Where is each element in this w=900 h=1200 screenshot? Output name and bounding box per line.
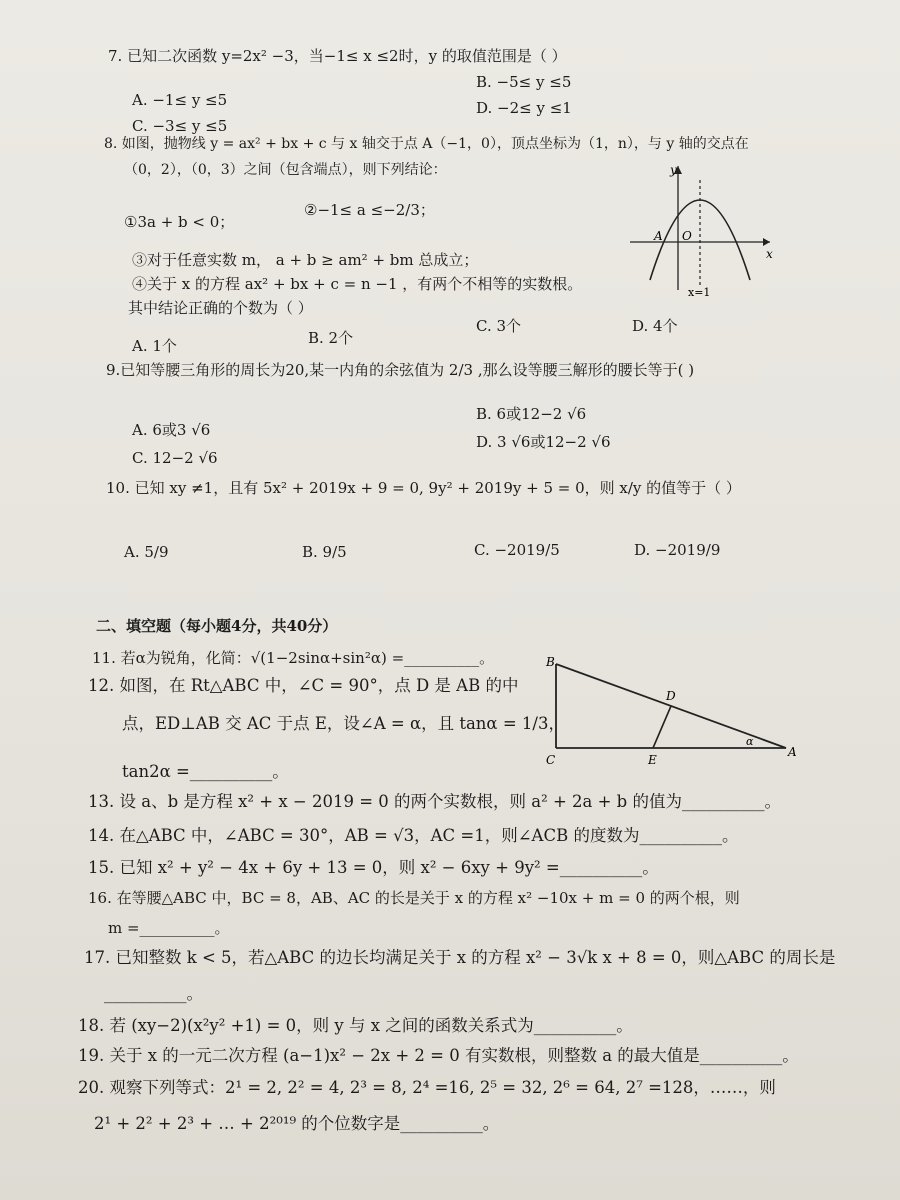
q16-line2: m =__________。 xyxy=(108,919,230,937)
q8-stem-line1: 8. 如图，抛物线 y = ax² + bx + c 与 x 轴交于点 A（−1，0），顶点坐标为（1，n），与 y 轴的交点在 xyxy=(104,136,749,152)
q9-option-a: A. 6或3 √6 xyxy=(132,421,211,439)
q9-option-d: D. 3 √6或12−2 √6 xyxy=(476,433,611,451)
q8-fig-x-label: x xyxy=(766,247,773,261)
q18-text: 18. 若 (xy−2)(x²y² +1) = 0，则 y 与 x 之间的函数关系式为__________。 xyxy=(78,1016,633,1035)
q11-text: 11. 若α为锐角，化简：√(1−2sinα+sin²α) =__________。 xyxy=(92,649,495,667)
q15-text: 15. 已知 x² + y² − 4x + 6y + 13 = 0，则 x² − 6xy + 9y² =__________。 xyxy=(88,858,659,877)
q17-line2: __________。 xyxy=(104,984,203,1003)
q10-option-a: A. 5/9 xyxy=(124,543,169,561)
q7-option-c: C. −3≤ y ≤5 xyxy=(132,117,228,135)
q10-option-c: C. −2019/5 xyxy=(474,541,560,559)
section-2-heading: 二、填空题（每小题4分，共40分） xyxy=(96,617,338,635)
q10-option-d: D. −2019/9 xyxy=(634,541,721,559)
q9-option-c: C. 12−2 √6 xyxy=(132,449,218,467)
q13-text: 13. 设 a、b 是方程 x² + x − 2019 = 0 的两个实数根，则 a² + 2a + b 的值为__________。 xyxy=(88,792,781,811)
q16-line1: 16. 在等腰△ABC 中，BC = 8，AB、AC 的长是关于 x 的方程 x² −10x + m = 0 的两个根，则 xyxy=(88,889,740,907)
q8-fig-o-label: O xyxy=(682,229,692,243)
q10-stem: 10. 已知 xy ≠1，且有 5x² + 2019x + 9 = 0, 9y² + 2019y + 5 = 0，则 x/y 的值等于（ ） xyxy=(106,479,741,497)
q8-conclusion-1: ①3a + b < 0； xyxy=(124,213,235,231)
q14-text: 14. 在△ABC 中，∠ABC = 30°，AB = √3，AC =1，则∠ACB 的度数为__________。 xyxy=(88,826,739,845)
q8-ask: 其中结论正确的个数为（ ） xyxy=(128,299,313,317)
q12-fig-d-label: D xyxy=(666,689,676,703)
q8-parabola-figure xyxy=(620,160,780,300)
q8-option-d: D. 4个 xyxy=(632,317,678,335)
q7-stem: 7. 已知二次函数 y=2x² −3，当−1≤ x ≤2时，y 的取值范围是（ ） xyxy=(108,47,567,65)
q12-line2: 点，ED⊥AB 交 AC 于点 E，设∠A = α，且 tanα = 1/3， xyxy=(122,714,565,733)
q12-fig-c-label: C xyxy=(546,753,556,767)
q8-option-c: C. 3个 xyxy=(476,317,522,335)
q9-option-b: B. 6或12−2 √6 xyxy=(476,405,587,423)
q12-fig-b-label: B xyxy=(546,655,555,669)
q8-fig-a-label: A xyxy=(654,229,663,243)
q7-option-b: B. −5≤ y ≤5 xyxy=(476,73,572,91)
q7-option-a: A. −1≤ y ≤5 xyxy=(132,91,228,109)
q12-line3: tan2α =__________。 xyxy=(122,762,289,781)
q7-option-d: D. −2≤ y ≤1 xyxy=(476,99,572,117)
q12-line1: 12. 如图，在 Rt△ABC 中，∠C = 90°，点 D 是 AB 的中 xyxy=(88,676,519,695)
q12-fig-a-label: A xyxy=(788,745,797,759)
q8-conclusion-2: ②−1≤ a ≤−2/3； xyxy=(304,201,435,219)
q10-option-b: B. 9/5 xyxy=(302,543,347,561)
q8-conclusion-3: ③对于任意实数 m， a + b ≥ am² + bm 总成立； xyxy=(132,251,479,269)
q12-fig-alpha-label: α xyxy=(746,735,754,748)
q12-triangle-figure xyxy=(540,652,800,772)
q8-fig-y-label: y xyxy=(670,163,677,177)
q12-fig-e-label: E xyxy=(648,753,657,767)
q20-line2: 2¹ + 2² + 2³ + … + 2²⁰¹⁹ 的个位数字是__________。 xyxy=(94,1114,500,1133)
q19-text: 19. 关于 x 的一元二次方程 (a−1)x² − 2x + 2 = 0 有实数根，则整数 a 的最大值是__________。 xyxy=(78,1046,799,1065)
q20-line1: 20. 观察下列等式：2¹ = 2, 2² = 4, 2³ = 8, 2⁴ =16, 2⁵ = 32, 2⁶ = 64, 2⁷ =128，……，则 xyxy=(78,1078,776,1097)
q9-stem: 9.已知等腰三角形的周长为20,某一内角的余弦值为 2/3 ,那么设等腰三解形的腰长等于( ) xyxy=(106,361,695,379)
q8-option-b: B. 2个 xyxy=(308,329,354,347)
q8-option-a: A. 1个 xyxy=(132,337,177,355)
q17-line1: 17. 已知整数 k < 5，若△ABC 的边长均满足关于 x 的方程 x² − 3√k x + 8 = 0，则△ABC 的周长是 xyxy=(84,948,836,967)
q8-conclusion-4: ④关于 x 的方程 ax² + bx + c = n −1 ，有两个不相等的实数根。 xyxy=(132,275,583,293)
q8-stem-line2: （0，2），（0，3）之间（包含端点），则下列结论： xyxy=(124,162,447,178)
q8-fig-axis-label: x=1 xyxy=(688,286,711,299)
